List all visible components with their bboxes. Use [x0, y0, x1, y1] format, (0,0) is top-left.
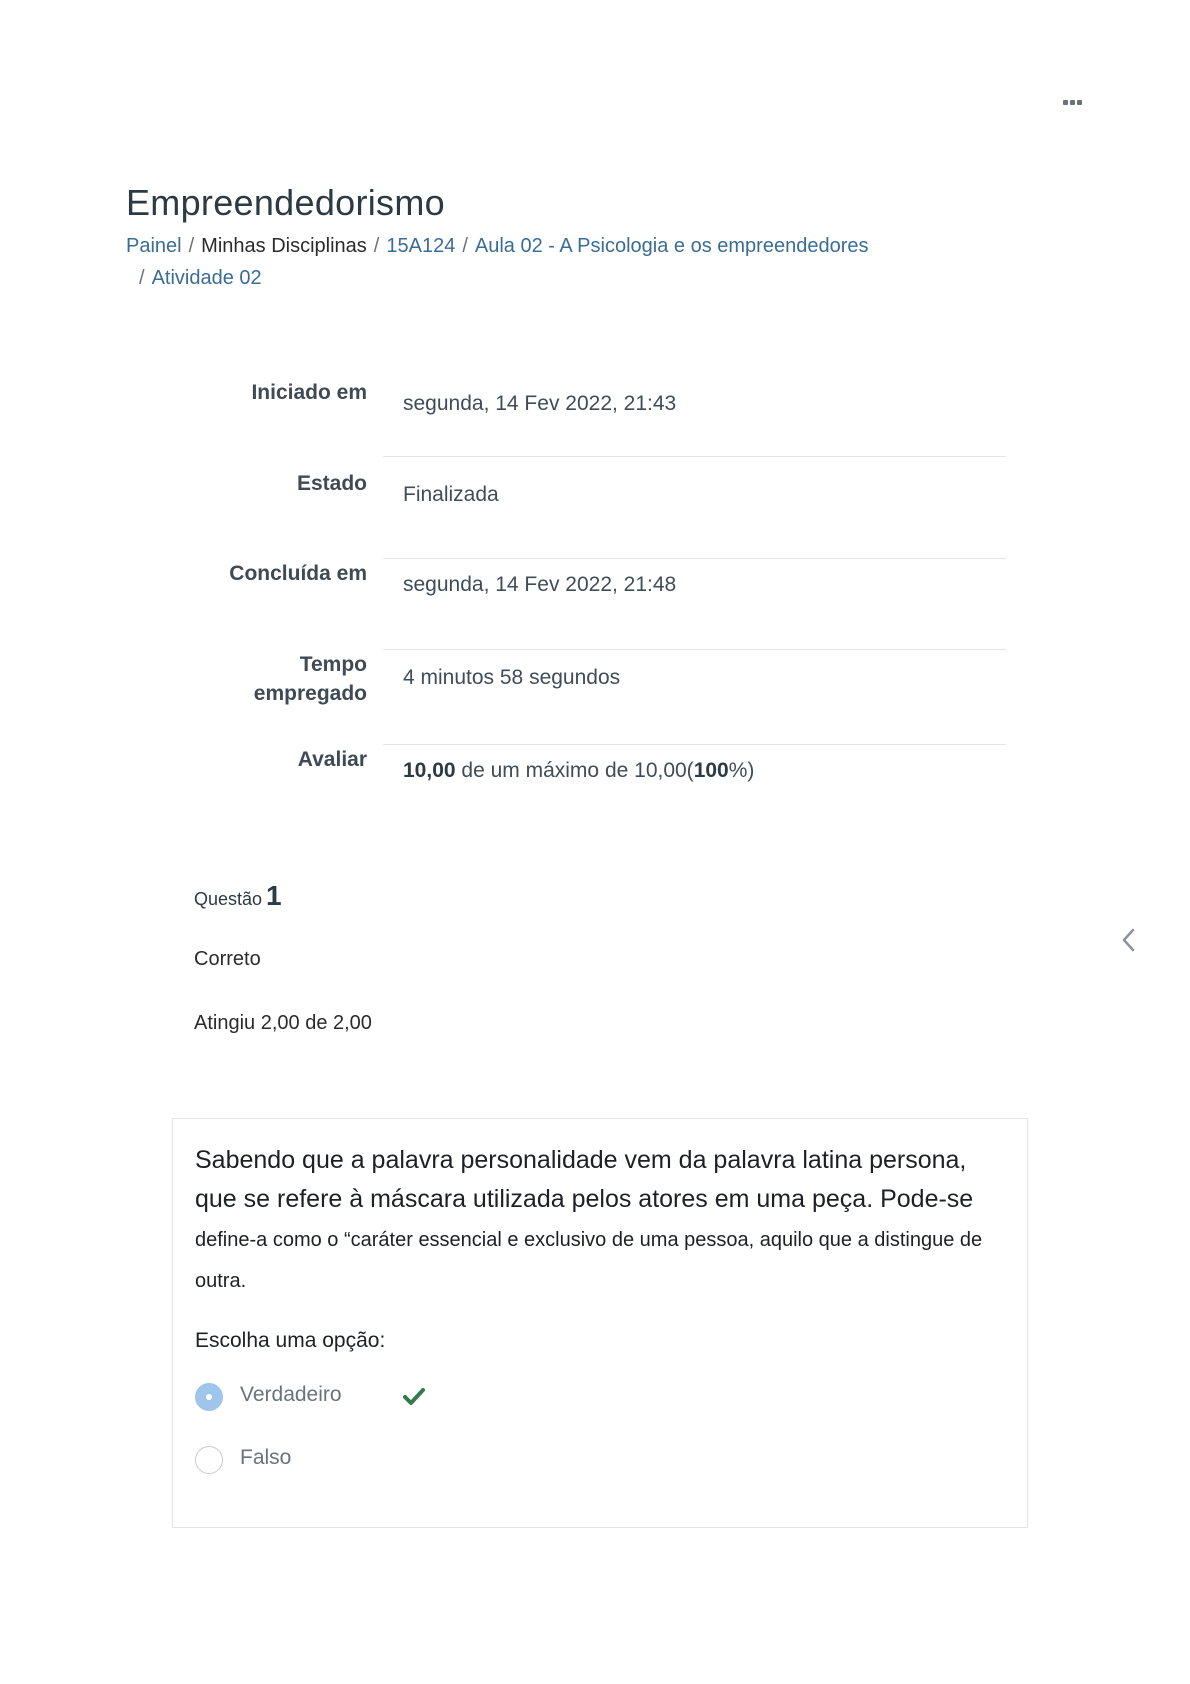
summary-label: Iniciado em — [251, 381, 367, 404]
summary-value — [383, 745, 1006, 805]
question-card — [172, 1118, 1028, 1528]
breadcrumb-separator: / — [188, 235, 195, 257]
question-label: Questão — [194, 889, 263, 909]
breadcrumb-activity[interactable]: Atividade 02 — [151, 267, 262, 289]
summary-label: Concluída em — [229, 562, 367, 585]
answer-option-label: Verdadeiro — [240, 1383, 342, 1406]
page-title: Empreendedorismo — [126, 182, 445, 223]
grade-suffix: %) — [728, 759, 755, 782]
summary-label-line: empregado — [253, 682, 367, 705]
summary-value: segunda, 14 Fev 2022, 21:43 — [383, 378, 1006, 457]
question-state: Correto — [194, 948, 261, 970]
answer-option-label: Falso — [240, 1446, 292, 1469]
breadcrumb — [126, 230, 986, 294]
breadcrumb-separator: / — [139, 267, 145, 289]
breadcrumb-separator: / — [373, 235, 380, 257]
summary-label: Estado — [296, 472, 367, 495]
breadcrumb-painel[interactable]: Painel — [126, 235, 182, 257]
question-text — [195, 1141, 1005, 1301]
question-text-main: Sabendo que a palavra personalidade vem da palavra latina persona, que se refere à máscara utilizada pelos atores em uma peça. Pode-se — [195, 1146, 974, 1213]
question-grade: Atingiu 2,00 de 2,00 — [194, 1012, 372, 1034]
chevron-left-icon[interactable] — [1116, 924, 1142, 956]
question-number-value: 1 — [266, 880, 282, 911]
grade-text: de um máximo de 10,00( — [455, 759, 694, 782]
breadcrumb-minhas-disciplinas: Minhas Disciplinas — [201, 235, 367, 257]
question-text-small: define-a como o “caráter essencial e exclusivo de uma pessoa, aquilo que a distingue de outra. — [195, 1229, 983, 1292]
summary-label — [160, 650, 367, 708]
ellipsis-icon[interactable] — [1063, 100, 1089, 112]
grade-score: 10,00 — [403, 759, 456, 782]
radio-selected[interactable] — [195, 1383, 223, 1411]
grade-percent: 100 — [693, 759, 729, 782]
answer-prompt: Escolha uma opção: — [195, 1329, 386, 1352]
summary-value: 4 minutos 58 segundos — [383, 650, 1006, 745]
summary-value: Finalizada — [383, 469, 1006, 559]
breadcrumb-course[interactable]: 15A124 — [386, 235, 456, 257]
summary-value: segunda, 14 Fev 2022, 21:48 — [383, 559, 1006, 650]
radio-unselected[interactable] — [195, 1446, 223, 1474]
breadcrumb-section[interactable]: Aula 02 - A Psicologia e os empreendedores — [474, 235, 869, 257]
breadcrumb-separator: / — [462, 235, 468, 257]
summary-label: Avaliar — [297, 748, 367, 771]
question-number — [194, 880, 494, 912]
summary-label-line: Tempo — [299, 653, 367, 676]
check-icon — [403, 1387, 425, 1407]
